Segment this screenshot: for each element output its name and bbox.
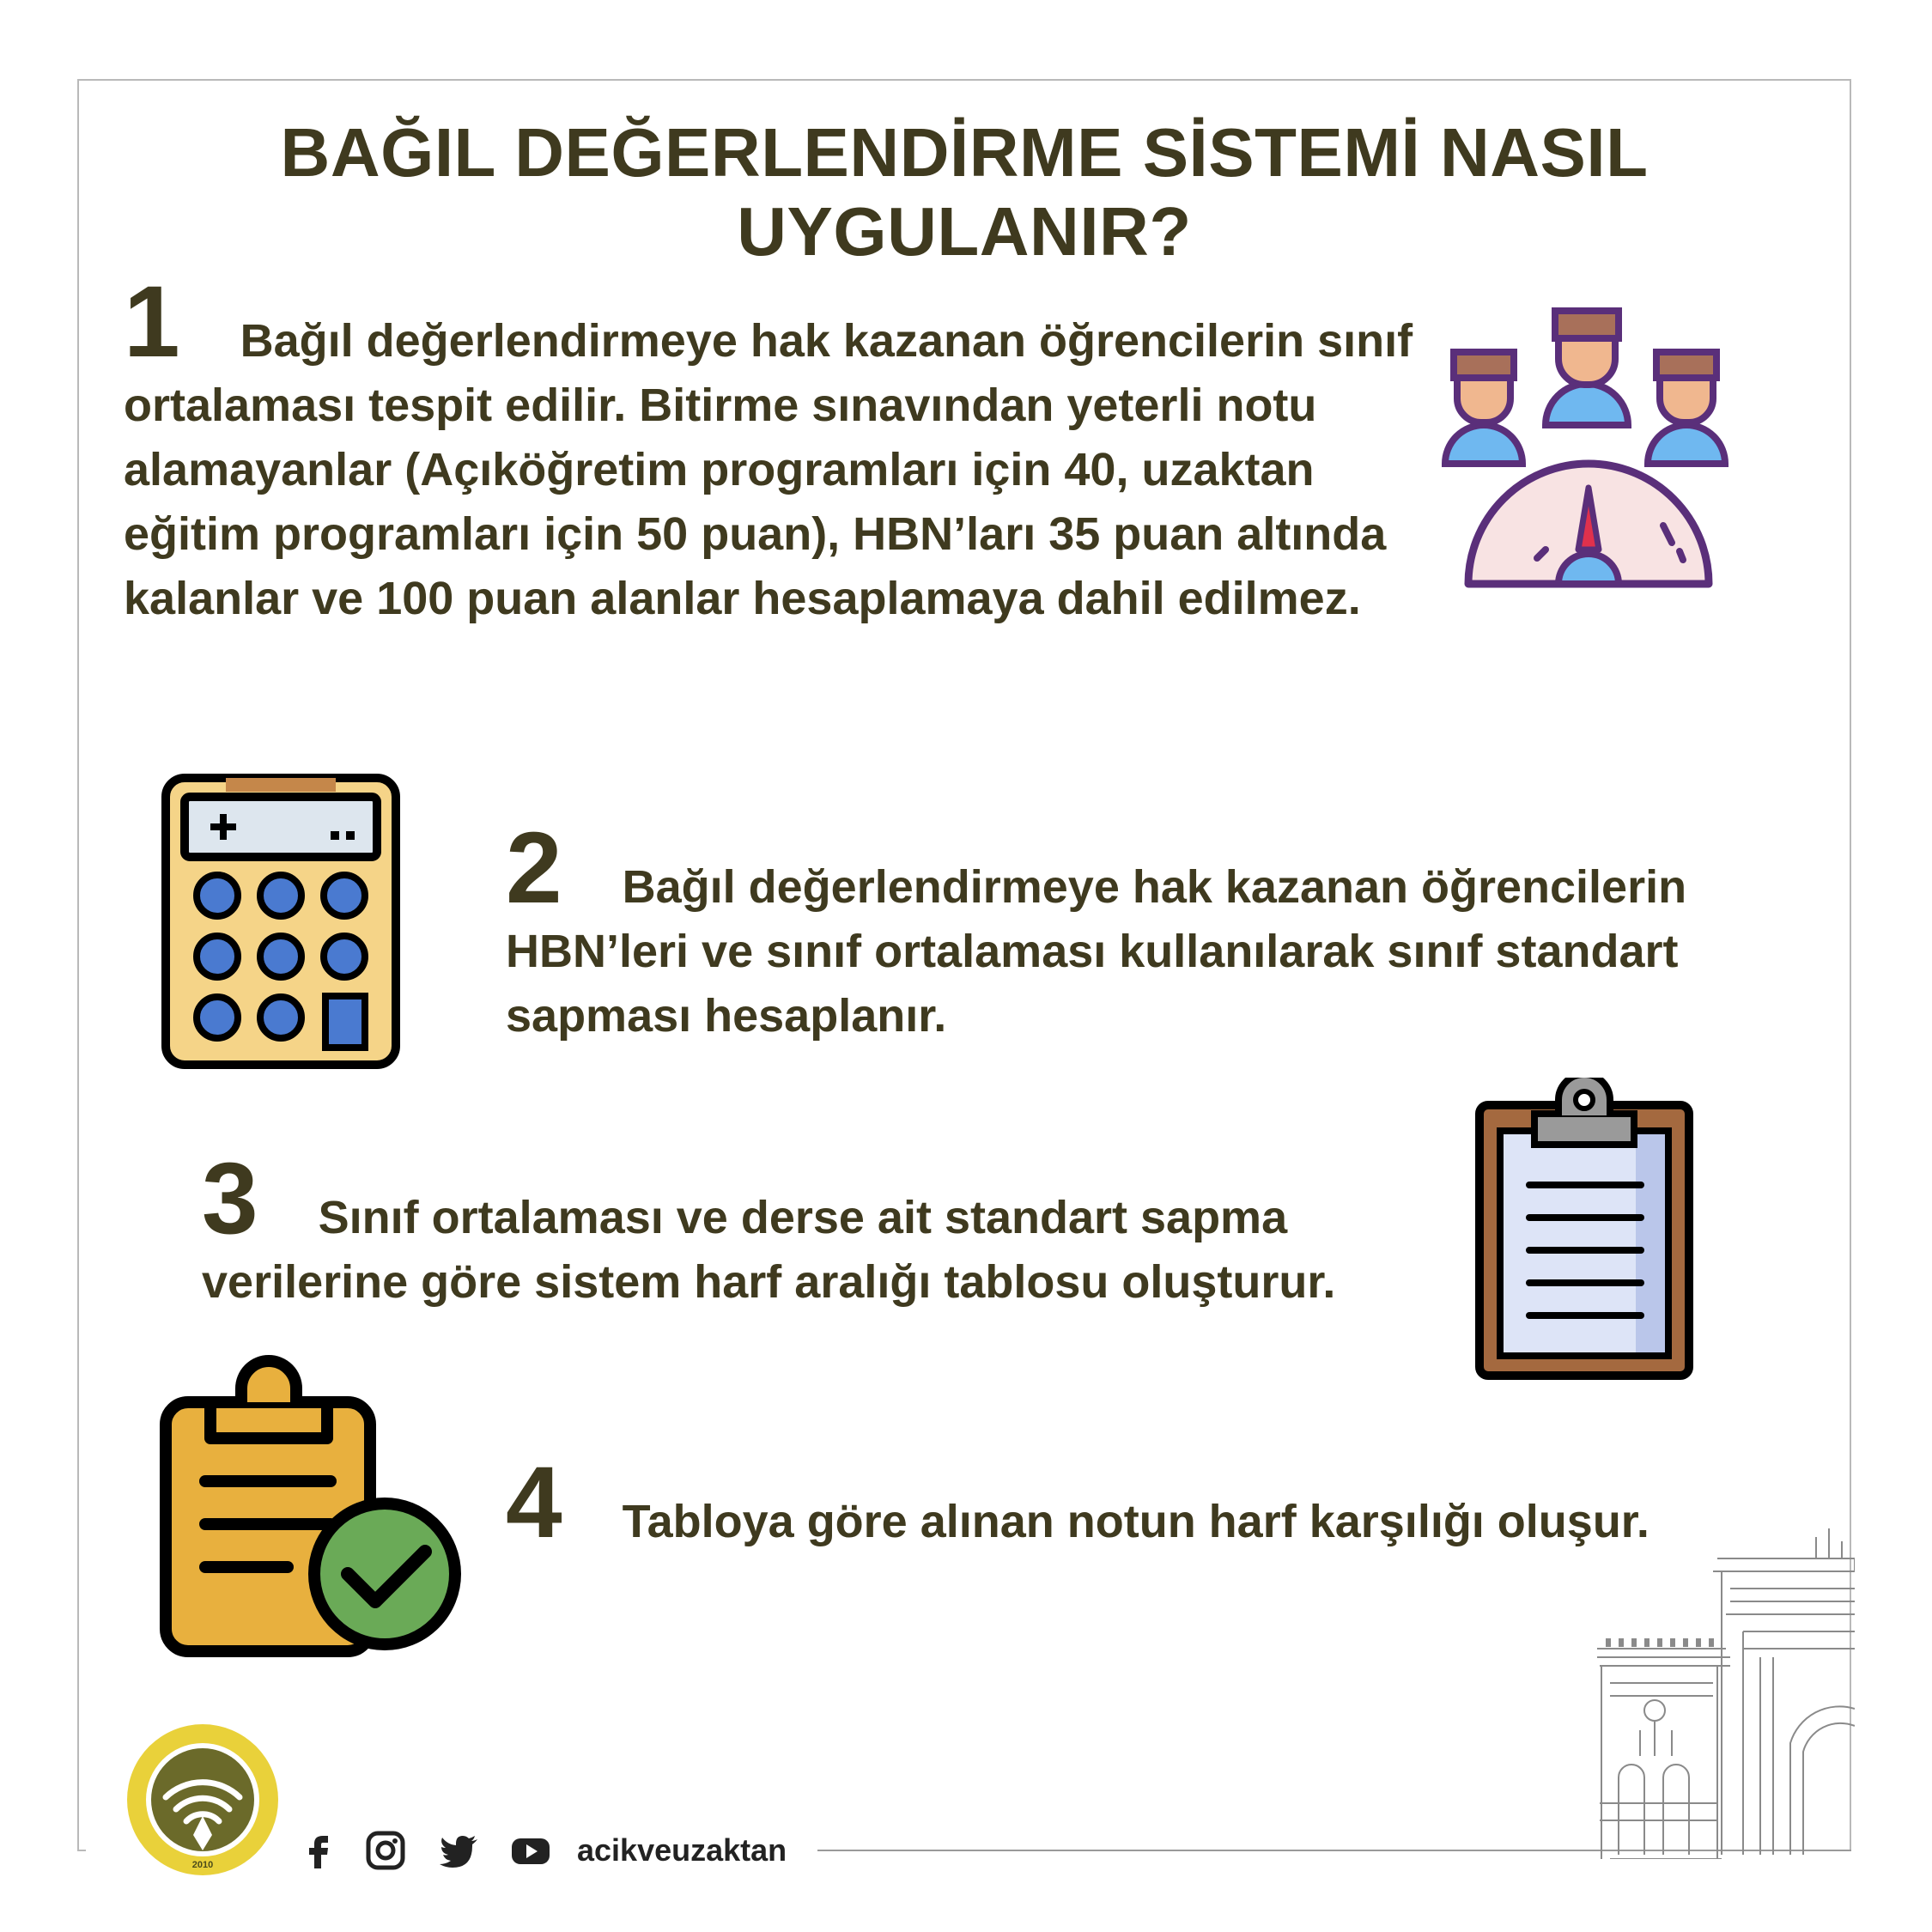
university-seal-logo	[125, 1722, 281, 1878]
step-2-text: Bağıl değerlendirmeye hak kazanan öğrencilerin HBN’leri ve sınıf ortalaması kullanılarak sınıf standart sapması hesaplanır.	[506, 861, 1687, 1042]
step-1	[124, 265, 1446, 631]
step-3-number: 3	[202, 1142, 258, 1255]
step-2-number: 2	[506, 811, 562, 925]
twitter-icon[interactable]	[438, 1829, 481, 1872]
calculator-icon	[159, 771, 404, 1072]
step-3-text: Sınıf ortalaması ve derse ait standart sapma verilerine göre sistem harf aralığı tablosu oluşturur.	[202, 1192, 1336, 1308]
page-title: BAĞIL DEĞERLENDİRME SİSTEMİ NASIL UYGULANIR?	[280, 114, 1649, 270]
svg-text:2010: 2010	[191, 1860, 214, 1870]
clipboard-list-icon	[1473, 1078, 1696, 1382]
instagram-icon[interactable]	[364, 1829, 407, 1872]
step-1-text: Bağıl değerlendirmeye hak kazanan öğrencilerin sınıf ortalaması tespit edilir. Bitirme sınavından yeterli notu alamayanlar (Açıköğretim programları için 40, uzaktan eğitim programları için 50 puan), HBN’ları 35 puan altında kalanlar ve 100 puan alanlar hesaplamaya dahil edilmez.	[124, 315, 1413, 624]
facebook-icon[interactable]	[306, 1829, 331, 1872]
step-1-number: 1	[124, 265, 180, 379]
clipboard-check-icon	[159, 1352, 464, 1657]
university-gate-illustration	[1593, 1520, 1855, 1859]
social-handle[interactable]: acikveuzaktan	[577, 1832, 787, 1868]
step-2	[506, 811, 1811, 1048]
youtube-icon[interactable]	[509, 1829, 552, 1872]
step-4-number: 4	[506, 1446, 562, 1559]
step-4-text: Tabloya göre alınan notun harf karşılığı oluşur.	[622, 1496, 1649, 1547]
step-3	[202, 1142, 1447, 1315]
frame-bottom-line-left	[77, 1850, 86, 1851]
people-gauge-icon	[1438, 301, 1739, 592]
